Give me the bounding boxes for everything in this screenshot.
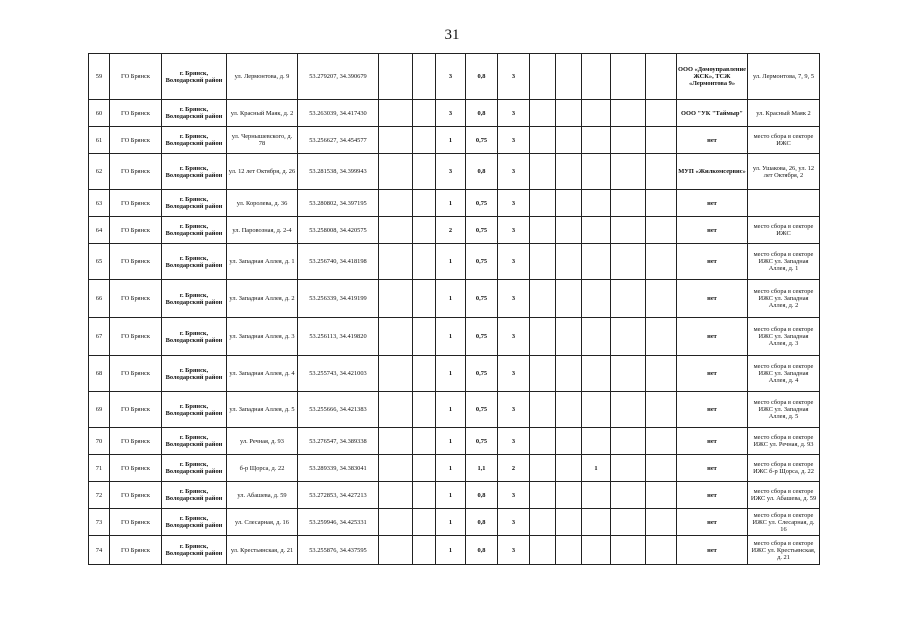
cell-empty: [530, 154, 556, 190]
cell-empty: [556, 54, 582, 100]
cell-extra: [582, 54, 611, 100]
cell-volume: 0,75: [466, 318, 498, 356]
cell-coordinates: 53.281538, 34.399943: [298, 154, 379, 190]
cell-coordinates: 53.256740, 34.418198: [298, 244, 379, 280]
cell-empty: [379, 127, 413, 154]
cell-empty: [413, 428, 436, 455]
cell-frequency: 3: [498, 127, 530, 154]
cell-number: 67: [89, 318, 110, 356]
cell-number: 59: [89, 54, 110, 100]
cell-sources: место сбора в секторе ИЖС ул. Абашева, д. 59: [748, 482, 820, 509]
cell-number: 74: [89, 536, 110, 565]
cell-extra: [582, 280, 611, 318]
cell-owner: нет: [677, 280, 748, 318]
cell-empty: [556, 280, 582, 318]
cell-extra: [582, 318, 611, 356]
cell-number: 69: [89, 392, 110, 428]
cell-empty: [413, 536, 436, 565]
cell-volume: 0,8: [466, 482, 498, 509]
cell-volume: 0,8: [466, 536, 498, 565]
cell-empty: [556, 217, 582, 244]
table-row: [89, 536, 820, 565]
cell-empty: [379, 217, 413, 244]
cell-empty: [379, 54, 413, 100]
cell-extra: [582, 428, 611, 455]
table-row: [89, 428, 820, 455]
cell-place: г. Брянск, Володарский район: [162, 482, 227, 509]
cell-empty: [611, 100, 646, 127]
cell-sources: ул. Красный Маяк 2: [748, 100, 820, 127]
cell-containers: 1: [436, 536, 466, 565]
cell-containers: 1: [436, 482, 466, 509]
cell-sources: место сбора в секторе ИЖС ул. Слесарная, д. 16: [748, 509, 820, 536]
cell-empty: [530, 455, 556, 482]
cell-coordinates: 53.256113, 34.419820: [298, 318, 379, 356]
cell-sources: место сбора в секторе ИЖС ул. Речная, д. 93: [748, 428, 820, 455]
cell-number: 61: [89, 127, 110, 154]
cell-sources: место сбора в секторе ИЖС ул. Западная Аллея, д. 5: [748, 392, 820, 428]
cell-volume: 0,75: [466, 127, 498, 154]
cell-containers: 1: [436, 455, 466, 482]
cell-sources: место сбора в секторе ИЖС б-р Щорса, д. 22: [748, 455, 820, 482]
cell-empty: [379, 318, 413, 356]
cell-empty: [611, 455, 646, 482]
cell-empty: [556, 455, 582, 482]
cell-empty: [379, 392, 413, 428]
page-number: 31: [444, 27, 460, 43]
cell-extra: [582, 392, 611, 428]
cell-place: г. Брянск, Володарский район: [162, 127, 227, 154]
cell-owner: нет: [677, 318, 748, 356]
cell-empty: [556, 482, 582, 509]
cell-empty: [646, 154, 677, 190]
cell-number: 71: [89, 455, 110, 482]
cell-extra: 1: [582, 455, 611, 482]
table-row: [89, 154, 820, 190]
cell-district: ГО Брянск: [110, 280, 162, 318]
cell-frequency: 2: [498, 455, 530, 482]
cell-empty: [530, 482, 556, 509]
table-body: [89, 54, 820, 565]
cell-empty: [556, 536, 582, 565]
cell-empty: [379, 536, 413, 565]
cell-empty: [413, 100, 436, 127]
cell-extra: [582, 217, 611, 244]
cell-containers: 3: [436, 100, 466, 127]
cell-empty: [379, 280, 413, 318]
cell-empty: [611, 482, 646, 509]
cell-empty: [530, 280, 556, 318]
cell-empty: [530, 356, 556, 392]
cell-empty: [646, 392, 677, 428]
cell-containers: 2: [436, 217, 466, 244]
cell-sources: место сбора в секторе ИЖС ул. Западная Аллея, д. 1: [748, 244, 820, 280]
waste-sites-table: [88, 53, 820, 565]
cell-number: 68: [89, 356, 110, 392]
cell-empty: [646, 318, 677, 356]
cell-district: ГО Брянск: [110, 190, 162, 217]
cell-address: ул. Слесарная, д. 16: [227, 509, 298, 536]
cell-owner: нет: [677, 190, 748, 217]
cell-empty: [646, 428, 677, 455]
cell-empty: [611, 428, 646, 455]
cell-empty: [413, 54, 436, 100]
cell-district: ГО Брянск: [110, 217, 162, 244]
cell-owner: нет: [677, 217, 748, 244]
cell-extra: [582, 127, 611, 154]
cell-place: г. Брянск, Володарский район: [162, 509, 227, 536]
cell-empty: [611, 536, 646, 565]
cell-sources: [748, 190, 820, 217]
cell-owner: МУП «Жилкомсервис»: [677, 154, 748, 190]
cell-containers: 3: [436, 54, 466, 100]
cell-place: г. Брянск, Володарский район: [162, 244, 227, 280]
cell-sources: ул. Ушакова, 26, ул. 12 лет Октября, 2: [748, 154, 820, 190]
cell-sources: место сбора в секторе ИЖС ул. Западная Аллея, д. 2: [748, 280, 820, 318]
cell-volume: 0,75: [466, 244, 498, 280]
cell-empty: [556, 509, 582, 536]
cell-empty: [611, 190, 646, 217]
cell-empty: [556, 190, 582, 217]
cell-number: 73: [89, 509, 110, 536]
cell-coordinates: 53.258008, 34.420575: [298, 217, 379, 244]
cell-number: 65: [89, 244, 110, 280]
cell-place: г. Брянск, Володарский район: [162, 100, 227, 127]
cell-empty: [413, 318, 436, 356]
cell-address: ул. Паровозная, д. 2-4: [227, 217, 298, 244]
table-row: [89, 190, 820, 217]
cell-owner: нет: [677, 482, 748, 509]
cell-empty: [556, 356, 582, 392]
cell-empty: [413, 356, 436, 392]
cell-place: г. Брянск, Володарский район: [162, 54, 227, 100]
cell-empty: [556, 127, 582, 154]
table-row: [89, 280, 820, 318]
cell-address: ул. 12 лет Октября, д. 26: [227, 154, 298, 190]
cell-containers: 1: [436, 244, 466, 280]
cell-district: ГО Брянск: [110, 356, 162, 392]
cell-extra: [582, 244, 611, 280]
cell-place: г. Брянск, Володарский район: [162, 217, 227, 244]
cell-district: ГО Брянск: [110, 482, 162, 509]
cell-empty: [530, 127, 556, 154]
cell-empty: [611, 154, 646, 190]
cell-empty: [611, 356, 646, 392]
cell-coordinates: 53.255876, 34.437595: [298, 536, 379, 565]
cell-district: ГО Брянск: [110, 455, 162, 482]
cell-containers: 1: [436, 318, 466, 356]
cell-coordinates: 53.256627, 34.454577: [298, 127, 379, 154]
cell-number: 64: [89, 217, 110, 244]
cell-empty: [379, 455, 413, 482]
cell-place: г. Брянск, Володарский район: [162, 190, 227, 217]
cell-sources: место сбора в секторе ИЖС: [748, 127, 820, 154]
cell-sources: ул. Лермонтова, 7, 9, 5: [748, 54, 820, 100]
cell-empty: [611, 244, 646, 280]
cell-frequency: 3: [498, 100, 530, 127]
table-row: [89, 509, 820, 536]
table-row: [89, 54, 820, 100]
cell-coordinates: 53.255666, 34.421383: [298, 392, 379, 428]
cell-address: ул. Абашева, д. 59: [227, 482, 298, 509]
cell-number: 72: [89, 482, 110, 509]
cell-empty: [530, 244, 556, 280]
cell-empty: [646, 482, 677, 509]
cell-frequency: 3: [498, 356, 530, 392]
cell-empty: [413, 280, 436, 318]
cell-containers: 1: [436, 392, 466, 428]
cell-place: г. Брянск, Володарский район: [162, 356, 227, 392]
table-row: [89, 127, 820, 154]
table-row: [89, 482, 820, 509]
cell-coordinates: 53.289339, 34.383041: [298, 455, 379, 482]
cell-volume: 1,1: [466, 455, 498, 482]
cell-district: ГО Брянск: [110, 54, 162, 100]
cell-frequency: 3: [498, 280, 530, 318]
cell-coordinates: 53.272853, 34.427213: [298, 482, 379, 509]
cell-place: г. Брянск, Володарский район: [162, 280, 227, 318]
cell-number: 63: [89, 190, 110, 217]
cell-address: ул. Западная Аллея, д. 2: [227, 280, 298, 318]
cell-frequency: 3: [498, 392, 530, 428]
cell-owner: нет: [677, 127, 748, 154]
cell-empty: [379, 244, 413, 280]
cell-owner: нет: [677, 536, 748, 565]
cell-volume: 0,75: [466, 392, 498, 428]
cell-empty: [413, 190, 436, 217]
cell-empty: [556, 428, 582, 455]
cell-extra: [582, 536, 611, 565]
cell-containers: 1: [436, 356, 466, 392]
cell-volume: 0,8: [466, 54, 498, 100]
cell-place: г. Брянск, Володарский район: [162, 455, 227, 482]
cell-empty: [530, 54, 556, 100]
cell-empty: [556, 244, 582, 280]
cell-extra: [582, 154, 611, 190]
cell-empty: [379, 100, 413, 127]
table-row: [89, 244, 820, 280]
cell-address: ул. Крестьянская, д. 21: [227, 536, 298, 565]
cell-district: ГО Брянск: [110, 509, 162, 536]
cell-owner: нет: [677, 509, 748, 536]
cell-empty: [530, 100, 556, 127]
cell-owner: ООО «Домоуправление ЖСК», ТСЖ «Лермонтова 9»: [677, 54, 748, 100]
cell-empty: [611, 127, 646, 154]
cell-empty: [530, 428, 556, 455]
cell-frequency: 3: [498, 428, 530, 455]
cell-empty: [646, 280, 677, 318]
cell-address: ул. Лермонтова, д. 9: [227, 54, 298, 100]
cell-place: г. Брянск, Володарский район: [162, 428, 227, 455]
cell-containers: 1: [436, 190, 466, 217]
cell-empty: [556, 100, 582, 127]
cell-frequency: 3: [498, 244, 530, 280]
table-row: [89, 392, 820, 428]
cell-volume: 0,75: [466, 217, 498, 244]
cell-owner: нет: [677, 392, 748, 428]
cell-number: 60: [89, 100, 110, 127]
cell-frequency: 3: [498, 217, 530, 244]
cell-volume: 0,75: [466, 280, 498, 318]
cell-empty: [413, 392, 436, 428]
cell-empty: [413, 244, 436, 280]
cell-empty: [379, 482, 413, 509]
cell-sources: место сбора в секторе ИЖС ул. Крестьянская, д. 21: [748, 536, 820, 565]
cell-empty: [646, 190, 677, 217]
cell-empty: [413, 154, 436, 190]
cell-sources: место сбора в секторе ИЖС ул. Западная Аллея, д. 4: [748, 356, 820, 392]
cell-containers: 3: [436, 154, 466, 190]
cell-empty: [611, 509, 646, 536]
cell-empty: [530, 536, 556, 565]
cell-district: ГО Брянск: [110, 392, 162, 428]
cell-district: ГО Брянск: [110, 318, 162, 356]
cell-owner: нет: [677, 455, 748, 482]
cell-frequency: 3: [498, 154, 530, 190]
cell-frequency: 3: [498, 190, 530, 217]
cell-empty: [646, 536, 677, 565]
cell-place: г. Брянск, Володарский район: [162, 154, 227, 190]
cell-empty: [556, 318, 582, 356]
table-row: [89, 455, 820, 482]
cell-number: 70: [89, 428, 110, 455]
table-row: [89, 318, 820, 356]
cell-address: ул. Красный Маяк, д. 2: [227, 100, 298, 127]
cell-coordinates: 53.276547, 34.389338: [298, 428, 379, 455]
cell-empty: [379, 428, 413, 455]
cell-empty: [646, 356, 677, 392]
cell-volume: 0,8: [466, 154, 498, 190]
cell-owner: ООО "УК "Таймыр": [677, 100, 748, 127]
cell-empty: [646, 509, 677, 536]
cell-district: ГО Брянск: [110, 100, 162, 127]
cell-frequency: 3: [498, 318, 530, 356]
cell-extra: [582, 100, 611, 127]
cell-frequency: 3: [498, 509, 530, 536]
cell-containers: 1: [436, 280, 466, 318]
cell-extra: [582, 509, 611, 536]
cell-sources: место сбора в секторе ИЖС: [748, 217, 820, 244]
table-row: [89, 100, 820, 127]
cell-empty: [413, 509, 436, 536]
cell-empty: [413, 127, 436, 154]
cell-empty: [379, 356, 413, 392]
cell-empty: [379, 190, 413, 217]
cell-number: 66: [89, 280, 110, 318]
cell-volume: 0,75: [466, 428, 498, 455]
cell-volume: 0,8: [466, 100, 498, 127]
cell-empty: [413, 455, 436, 482]
cell-district: ГО Брянск: [110, 127, 162, 154]
cell-containers: 1: [436, 127, 466, 154]
cell-sources: место сбора в секторе ИЖС ул. Западная Аллея, д. 3: [748, 318, 820, 356]
cell-owner: нет: [677, 428, 748, 455]
cell-empty: [646, 217, 677, 244]
cell-containers: 1: [436, 428, 466, 455]
cell-empty: [646, 127, 677, 154]
cell-empty: [530, 190, 556, 217]
cell-address: ул. Западная Аллея, д. 3: [227, 318, 298, 356]
cell-coordinates: 53.280802, 34.397195: [298, 190, 379, 217]
cell-empty: [530, 392, 556, 428]
cell-address: б-р Щорса, д. 22: [227, 455, 298, 482]
cell-extra: [582, 482, 611, 509]
cell-extra: [582, 356, 611, 392]
cell-empty: [646, 455, 677, 482]
cell-owner: нет: [677, 244, 748, 280]
cell-address: ул. Западная Аллея, д. 4: [227, 356, 298, 392]
cell-empty: [646, 244, 677, 280]
cell-empty: [379, 509, 413, 536]
cell-volume: 0,75: [466, 190, 498, 217]
cell-address: ул. Западная Аллея, д. 1: [227, 244, 298, 280]
cell-extra: [582, 190, 611, 217]
cell-empty: [413, 482, 436, 509]
cell-coordinates: 53.263039, 34.417430: [298, 100, 379, 127]
cell-coordinates: 53.255743, 34.421003: [298, 356, 379, 392]
table-row: [89, 356, 820, 392]
cell-address: ул. Чернышевского, д. 78: [227, 127, 298, 154]
cell-place: г. Брянск, Володарский район: [162, 536, 227, 565]
cell-volume: 0,8: [466, 509, 498, 536]
cell-empty: [611, 318, 646, 356]
cell-place: г. Брянск, Володарский район: [162, 318, 227, 356]
cell-containers: 1: [436, 509, 466, 536]
cell-frequency: 3: [498, 54, 530, 100]
cell-coordinates: 53.256339, 34.419199: [298, 280, 379, 318]
cell-empty: [611, 217, 646, 244]
cell-district: ГО Брянск: [110, 244, 162, 280]
cell-empty: [646, 54, 677, 100]
cell-address: ул. Западная Аллея, д. 5: [227, 392, 298, 428]
cell-district: ГО Брянск: [110, 154, 162, 190]
cell-empty: [611, 54, 646, 100]
cell-empty: [379, 154, 413, 190]
cell-empty: [611, 280, 646, 318]
cell-frequency: 3: [498, 482, 530, 509]
cell-address: ул. Речная, д. 93: [227, 428, 298, 455]
cell-volume: 0,75: [466, 356, 498, 392]
cell-district: ГО Брянск: [110, 428, 162, 455]
cell-empty: [530, 318, 556, 356]
table-row: [89, 217, 820, 244]
cell-empty: [556, 392, 582, 428]
cell-district: ГО Брянск: [110, 536, 162, 565]
cell-number: 62: [89, 154, 110, 190]
cell-empty: [611, 392, 646, 428]
cell-coordinates: 53.279207, 34.390679: [298, 54, 379, 100]
cell-coordinates: 53.259946, 34.425331: [298, 509, 379, 536]
cell-empty: [413, 217, 436, 244]
cell-address: ул. Королева, д. 36: [227, 190, 298, 217]
cell-empty: [530, 217, 556, 244]
cell-frequency: 3: [498, 536, 530, 565]
cell-empty: [530, 509, 556, 536]
cell-empty: [556, 154, 582, 190]
cell-place: г. Брянск, Володарский район: [162, 392, 227, 428]
cell-empty: [646, 100, 677, 127]
cell-owner: нет: [677, 356, 748, 392]
